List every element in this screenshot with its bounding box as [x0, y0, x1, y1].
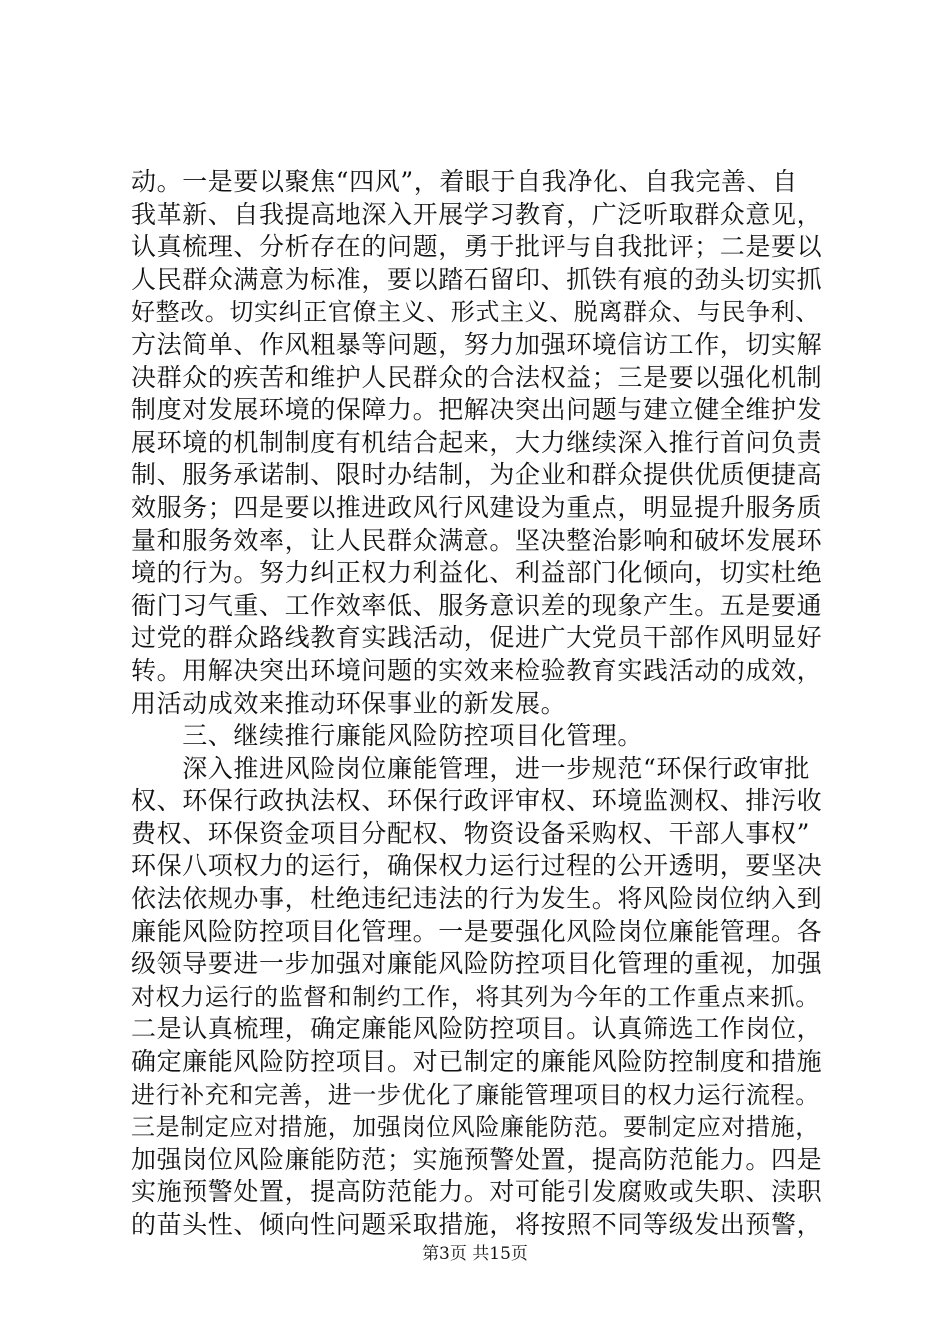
body-line: 三、继续推行廉能风险防控项目化管理。	[131, 721, 644, 751]
document-body	[131, 166, 831, 1242]
body-line: 依法依规办事，杜绝违纪违法的行为发生。将风险岗位纳入到	[131, 884, 823, 914]
body-line: 二是认真梳理，确定廉能风险防控项目。认真筛选工作岗位，	[131, 1014, 823, 1044]
body-line: 环保八项权力的运行，确保权力运行过程的公开透明，要坚决	[131, 851, 823, 881]
body-line: 加强岗位风险廉能防范；实施预警处置，提高防范能力。四是	[131, 1144, 823, 1174]
body-line: 实施预警处置，提高防范能力。对可能引发腐败或失职、渎职	[131, 1177, 823, 1207]
body-line: 转。用解决突出环境问题的实效来检验教育实践活动的成效，	[131, 655, 823, 685]
body-line: 人民群众满意为标准，要以踏石留印、抓铁有痕的劲头切实抓	[131, 264, 823, 294]
body-line: 效服务；四是要以推进政风行风建设为重点，明显提升服务质	[131, 492, 823, 522]
body-line: 境的行为。努力纠正权力利益化、利益部门化倾向，切实杜绝	[131, 558, 823, 588]
body-line: 制度对发展环境的保障力。把解决突出问题与建立健全维护发	[131, 395, 823, 425]
body-line: 费权、环保资金项目分配权、物资设备采购权、干部人事权”	[131, 818, 810, 848]
body-line: 认真梳理、分析存在的问题，勇于批评与自我批评；二是要以	[131, 232, 823, 262]
body-line: 好整改。切实纠正官僚主义、形式主义、脱离群众、与民争利、	[131, 298, 820, 327]
body-line: 展环境的机制制度有机结合起来，大力继续深入推行首问负责	[131, 427, 823, 457]
body-line: 深入推进风险岗位廉能管理，进一步规范“环保行政审批	[131, 753, 810, 783]
body-line: 三是制定应对措施，加强岗位风险廉能防范。要制定应对措施，	[131, 1113, 820, 1142]
body-line: 廉能风险防控项目化管理。一是要强化风险岗位廉能管理。各	[131, 916, 823, 946]
body-line: 动。一是要以聚焦“四风”，着眼于自我净化、自我完善、自	[131, 167, 798, 196]
body-line: 量和服务效率，让人民群众满意。坚决整治影响和破坏发展环	[131, 525, 823, 555]
body-line: 制、服务承诺制、限时办结制，为企业和群众提供优质便捷高	[131, 460, 823, 490]
body-line: 方法简单、作风粗暴等问题，努力加强环境信访工作，切实解	[131, 329, 823, 359]
body-line: 级领导要进一步加强对廉能风险防控项目化管理的重视，加强	[131, 949, 823, 979]
body-line: 用活动成效来推动环保事业的新发展。	[131, 688, 567, 718]
body-line: 过党的群众路线教育实践活动，促进广大党员干部作风明显好	[131, 623, 823, 653]
page-footer: 第3页 共15页	[422, 1244, 528, 1264]
body-line: 的苗头性、倾向性问题采取措施，将按照不同等级发出预警，	[131, 1210, 823, 1239]
body-line: 确定廉能风险防控项目。对已制定的廉能风险防控制度和措施	[131, 1047, 823, 1077]
body-line: 权、环保行政执法权、环保行政评审权、环境监测权、排污收	[131, 786, 823, 816]
body-line: 对权力运行的监督和制约工作，将其列为今年的工作重点来抓。	[131, 982, 820, 1011]
body-line: 我革新、自我提高地深入开展学习教育，广泛听取群众意见，	[131, 199, 823, 229]
body-line: 决群众的疾苦和维护人民群众的合法权益；三是要以强化机制	[131, 362, 823, 392]
body-line: 进行补充和完善，进一步优化了廉能管理项目的权力运行流程。	[131, 1080, 820, 1109]
body-line: 衙门习气重、工作效率低、服务意识差的现象产生。五是要通	[131, 590, 823, 620]
